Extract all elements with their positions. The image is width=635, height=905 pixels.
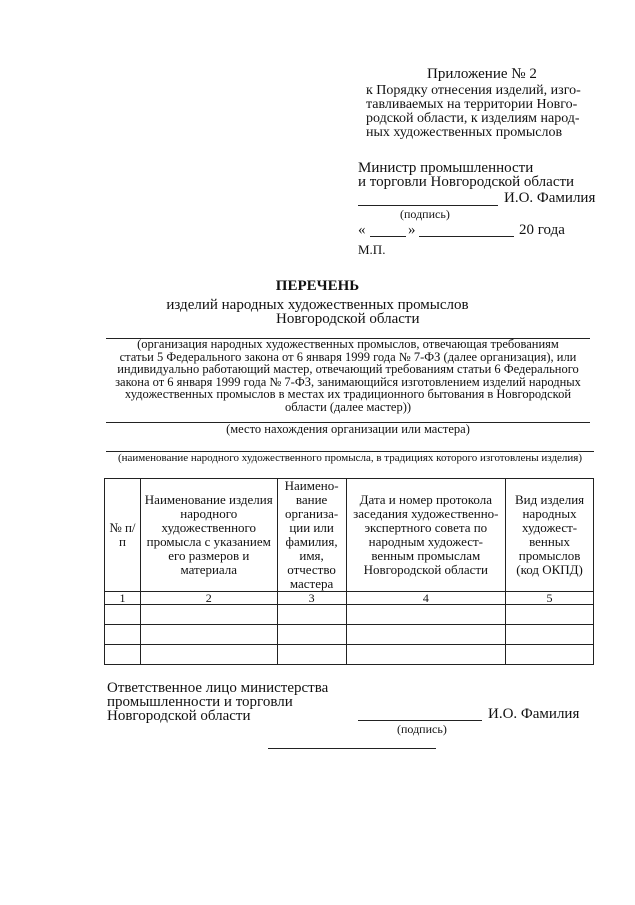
items-table: [104, 478, 594, 665]
footer-name: И.О. Фамилия: [488, 706, 580, 722]
footer-signature-caption: (подпись): [397, 722, 447, 736]
table-row: [105, 625, 594, 645]
appendix-line: тавливаемых на территории Новго-: [366, 97, 578, 112]
table-cell[interactable]: [105, 645, 141, 665]
date-year: 20 года: [519, 222, 565, 238]
page-title: ПЕРЕЧЕНЬ: [275, 278, 360, 294]
caption-line: закона от 6 января 1999 года № 7-ФЗ, занимающийся изготовлением изделий народных: [115, 374, 581, 389]
col-number: 3: [277, 592, 346, 605]
table-cell[interactable]: [140, 625, 277, 645]
responsible-person: [107, 681, 328, 723]
table-cell[interactable]: [277, 605, 346, 625]
appendix-title: Приложение № 2: [427, 66, 537, 82]
signature-caption: (подпись): [400, 207, 450, 221]
date-day-line: [370, 236, 406, 237]
responsible-line: Ответственное лицо министерства: [107, 680, 329, 696]
date-month-line: [419, 236, 514, 237]
appendix-text: [366, 84, 581, 140]
table-cell[interactable]: [506, 605, 594, 625]
col-header-protocol: Дата и номер протокола заседания художественно-экспертного совета по народным художест-венным промыслам Новгородской области: [346, 479, 506, 592]
table-cell[interactable]: [277, 645, 346, 665]
responsible-line: Новгородской области: [107, 708, 251, 724]
col-number: 5: [506, 592, 594, 605]
approver-name: И.О. Фамилия: [504, 190, 596, 206]
table-cell[interactable]: [105, 605, 141, 625]
signature-line: [358, 205, 498, 206]
organization-caption: [104, 338, 592, 414]
table-cell[interactable]: [140, 645, 277, 665]
approval-line2: и торговли Новгородской области: [358, 174, 575, 190]
bottom-line: [268, 748, 436, 749]
table-cell[interactable]: [346, 625, 506, 645]
date-close-quote: »: [408, 222, 416, 238]
appendix-line: родской области, к изделиям народ-: [366, 111, 580, 126]
table-cell[interactable]: [346, 645, 506, 665]
table-cell[interactable]: [105, 625, 141, 645]
seal-mark: М.П.: [358, 242, 386, 257]
page-subtitle-2: Новгородской области: [276, 311, 420, 327]
caption-line: индивидуально работающий мастер, отвечающий требованиям статьи 6 Федерального: [117, 362, 579, 377]
caption-line: статьи 5 Федерального закона от 6 января 1999 года № 7-ФЗ (далее организация), или: [119, 349, 577, 364]
caption-line: области (далее мастер)): [284, 399, 412, 414]
table-row: [105, 605, 594, 625]
table-number-row: [105, 592, 594, 605]
responsible-line: промышленности и торговли: [107, 694, 293, 710]
table-cell[interactable]: [140, 605, 277, 625]
col-header-type: Вид изделия народных художест-венных промыслов (код ОКПД): [506, 479, 594, 592]
table-cell[interactable]: [346, 605, 506, 625]
approval-line1: Министр промышленности: [358, 160, 534, 176]
col-header-number: № п/п: [105, 479, 141, 592]
col-number: 2: [140, 592, 277, 605]
date-open-quote: «: [358, 222, 366, 238]
col-number: 1: [105, 592, 141, 605]
col-number: 4: [346, 592, 506, 605]
appendix-line: ных художественных промыслов: [366, 125, 563, 140]
table-cell[interactable]: [277, 625, 346, 645]
col-header-item-name: Наименование изделия народного художественного промысла с указанием его размеров и материала: [140, 479, 277, 592]
location-caption: (место нахождения организации или мастера): [226, 422, 470, 436]
table-cell[interactable]: [506, 625, 594, 645]
col-header-maker: Наимено-вание организа-ции или фамилия, имя, отчество мастера: [277, 479, 346, 592]
appendix-line: к Порядку отнесения изделий, изго-: [366, 83, 581, 98]
table-row: [105, 645, 594, 665]
craft-caption: (наименование народного художественного промысла, в традициях которого изготовлены изделия): [117, 452, 583, 464]
footer-signature-line: [358, 720, 482, 721]
caption-line: художественных промыслов в местах их традиционного бытования в Новгородской: [124, 387, 572, 402]
caption-line: (организация народных художественных промыслов, отвечающая требованиям: [137, 337, 559, 351]
page-subtitle-1: изделий народных художественных промыслов: [166, 297, 469, 313]
table-cell[interactable]: [506, 645, 594, 665]
table-header-row: [105, 479, 594, 592]
